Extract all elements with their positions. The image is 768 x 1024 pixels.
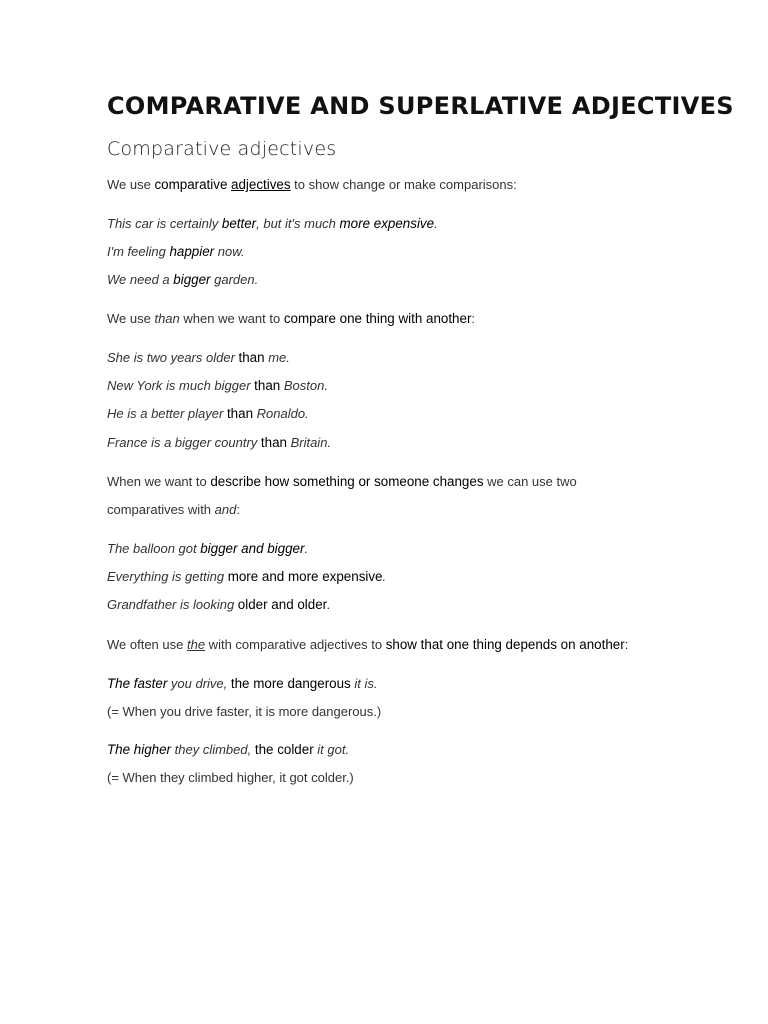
- example-note: (= When you drive faster, it is more dangerous.): [107, 704, 382, 719]
- text-span: , but it's much: [256, 216, 340, 231]
- text-span: Boston.: [280, 378, 328, 393]
- text-span: garden.: [210, 272, 259, 287]
- section-heading: Comparative adjectives: [107, 138, 337, 160]
- keyword-italic: than: [154, 311, 180, 326]
- text-span: When we want to: [107, 474, 211, 489]
- text-span: now.: [214, 244, 245, 259]
- text-span: Ronaldo.: [253, 406, 309, 421]
- text-span: they climbed,: [171, 742, 255, 757]
- keyword-underlined: the: [186, 637, 206, 652]
- text-span: it got.: [313, 742, 350, 757]
- text-span: :: [471, 311, 476, 326]
- text-span: New York is much bigger: [107, 378, 255, 393]
- example-sentence: [107, 244, 245, 259]
- keyword: better: [221, 216, 257, 231]
- example-sentence: [107, 378, 328, 393]
- text-span: We use: [107, 311, 155, 326]
- keyword: than: [260, 435, 287, 450]
- keyword-underlined: adjectives: [231, 177, 291, 192]
- keyword: the colder: [254, 742, 314, 757]
- keyword: show that one thing depends on another: [385, 637, 625, 652]
- text-span: .: [327, 597, 331, 612]
- example-sentence: [107, 676, 377, 691]
- example-sentence: [107, 406, 309, 421]
- text-span: He is a better player: [107, 406, 227, 421]
- keyword: than: [254, 378, 281, 393]
- text-span: The balloon got: [107, 541, 201, 556]
- keyword: bigger: [173, 272, 211, 287]
- change-paragraph-line1: [107, 474, 577, 489]
- example-sentence: [107, 272, 258, 287]
- text-span: I'm feeling: [107, 244, 170, 259]
- keyword: happier: [169, 244, 215, 259]
- text-span: She is two years older: [107, 350, 239, 365]
- text-span: .: [304, 541, 309, 556]
- intro-paragraph: [107, 177, 517, 192]
- keyword: describe how something or someone changes: [210, 474, 484, 489]
- example-sentence: [107, 350, 290, 365]
- example-sentence: [107, 569, 386, 584]
- text-span: Everything is getting: [107, 569, 228, 584]
- keyword: older and older: [237, 597, 328, 612]
- keyword-italic: and: [214, 502, 237, 517]
- text-span: We often use: [107, 637, 187, 652]
- text-span: We need a: [107, 272, 174, 287]
- keyword: than: [226, 406, 254, 421]
- the-paragraph: [107, 637, 628, 652]
- text-span: me.: [264, 350, 290, 365]
- text-span: Grandfather is looking: [107, 597, 238, 612]
- keyword: bigger and bigger: [200, 541, 305, 556]
- keyword: compare one thing with another: [283, 311, 472, 326]
- keyword: the more dangerous: [230, 676, 351, 691]
- keyword: The faster: [107, 676, 168, 691]
- keyword: more expensive: [339, 216, 435, 231]
- text-span: France is a bigger country: [107, 435, 261, 450]
- example-sentence: [107, 435, 331, 450]
- keyword: than: [238, 350, 265, 365]
- text-span: .: [382, 569, 387, 584]
- example-sentence: [107, 541, 308, 556]
- keyword: The higher: [107, 742, 172, 757]
- keyword: comparative: [154, 177, 228, 192]
- text-span: you drive,: [167, 676, 231, 691]
- change-paragraph-line2: [107, 502, 240, 517]
- text-span: Britain.: [286, 435, 332, 450]
- text-span: when we want to: [179, 311, 284, 326]
- example-sentence: [107, 742, 349, 757]
- keyword: more and more expensive: [227, 569, 383, 584]
- example-sentence: [107, 216, 438, 231]
- example-sentence: [107, 597, 331, 612]
- text-span: with comparative adjectives to: [205, 637, 386, 652]
- text-span: comparatives with: [107, 502, 215, 517]
- text-span: We use: [107, 177, 155, 192]
- text-span: :: [236, 502, 240, 517]
- text-span: .: [434, 216, 438, 231]
- example-note: (= When they climbed higher, it got colder.): [107, 770, 354, 785]
- text-span: This car is certainly: [107, 216, 222, 231]
- than-paragraph: [107, 311, 475, 326]
- text-span: to show change or make comparisons:: [290, 177, 517, 192]
- text-span: it is.: [350, 676, 378, 691]
- text-span: :: [624, 637, 629, 652]
- page-title: COMPARATIVE AND SUPERLATIVE ADJECTIVES: [107, 92, 734, 120]
- text-span: we can use two: [483, 474, 577, 489]
